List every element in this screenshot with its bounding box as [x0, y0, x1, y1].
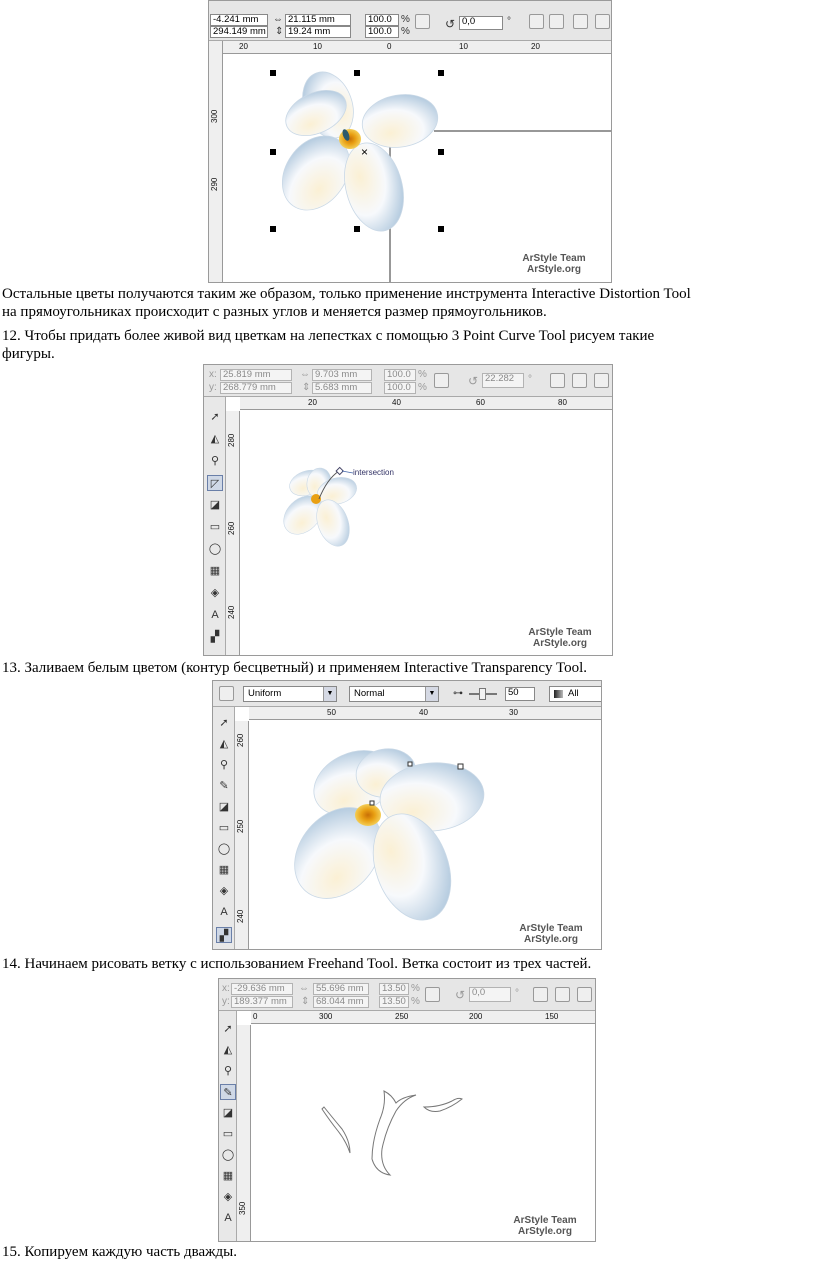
toolbox: [204, 397, 226, 656]
watermark-line2: ArStyle.org: [518, 1226, 572, 1237]
branch-part-left: [322, 1107, 350, 1153]
scale-x-field[interactable]: 13.50: [379, 983, 409, 995]
graph-paper-icon[interactable]: ▦: [209, 565, 221, 577]
lock-ratio-icon[interactable]: [415, 14, 430, 29]
y-position-field[interactable]: 189.377 mm: [231, 996, 293, 1008]
scale-y-unit: %: [401, 26, 410, 37]
text-tool-icon[interactable]: A: [220, 906, 228, 918]
toolbox: [213, 707, 235, 950]
mirror-icon[interactable]: [550, 373, 565, 388]
property-bar: [204, 365, 613, 397]
ruler-label: 20: [531, 42, 540, 51]
width-field[interactable]: 9.703 mm: [312, 369, 372, 381]
branch-part-main: [372, 1091, 416, 1175]
fill-type-dropdown[interactable]: [243, 686, 337, 702]
vertical-ruler: [226, 411, 240, 656]
rotate-icon: ↺: [445, 17, 456, 31]
scale-y-field[interactable]: 100.0: [384, 382, 416, 394]
watermark-line2: ArStyle.org: [533, 638, 587, 649]
ruler-label: 200: [469, 1012, 483, 1021]
angle-field[interactable]: 0,0: [469, 987, 511, 1002]
basic-shapes-icon[interactable]: ◈: [210, 587, 220, 599]
slider-icon: ⊶: [453, 688, 463, 699]
scale-x-unit: %: [418, 369, 427, 380]
graph-paper-icon[interactable]: ▦: [218, 864, 230, 876]
ruler-label: 260: [227, 521, 236, 535]
mode-value: Normal: [354, 688, 385, 699]
watermark-line1: ArStyle Team: [513, 1215, 577, 1226]
horizontal-ruler: [251, 1011, 596, 1024]
smart-fill-icon[interactable]: ◪: [218, 801, 230, 813]
vertical-ruler: [237, 1025, 251, 1242]
curve-icon[interactable]: [594, 373, 609, 388]
x-position-field[interactable]: -29.636 mm: [231, 983, 293, 995]
pick-tool-icon[interactable]: ➚: [219, 717, 229, 729]
rectangle-tool-icon[interactable]: ▭: [222, 1128, 234, 1140]
zoom-tool-icon[interactable]: ⚲: [210, 455, 220, 467]
freehand-tool-icon[interactable]: ✎: [220, 1084, 236, 1100]
height-field[interactable]: 68.044 mm: [313, 996, 369, 1008]
flower: [268, 65, 441, 238]
chevron-down-icon: ▼: [425, 687, 438, 701]
basic-shapes-icon[interactable]: ◈: [223, 1191, 233, 1203]
height-icon: ⇕: [302, 382, 311, 393]
paragraph: 12. Чтобы придать более живой вид цветкам на лепестках с помощью 3 Point Curve Tool рисуем такие: [2, 328, 655, 344]
zoom-tool-icon[interactable]: ⚲: [219, 759, 229, 771]
freehand-tool-icon[interactable]: ✎: [219, 780, 229, 792]
ruler-label: 240: [227, 605, 236, 619]
height-field[interactable]: 5.683 mm: [312, 382, 372, 394]
width-field[interactable]: 55.696 mm: [313, 983, 369, 995]
flower: [276, 466, 360, 551]
scale-x-field[interactable]: 100.0: [384, 369, 416, 381]
curve-tool-icon[interactable]: ◸: [207, 475, 223, 491]
screenshot-1: [208, 0, 612, 283]
canvas[interactable]: [250, 721, 602, 950]
watermark-line1: ArStyle Team: [522, 253, 586, 264]
paragraph: фигуры.: [2, 346, 55, 362]
width-icon: ⇔: [300, 369, 310, 380]
mirror-icon[interactable]: [529, 14, 544, 29]
height-icon: ⇕: [275, 26, 284, 37]
flower-center: [339, 129, 361, 149]
lock-ratio-icon[interactable]: [425, 987, 440, 1002]
scale-y-field[interactable]: 100.0: [365, 26, 399, 38]
transparency-tool-icon[interactable]: [219, 686, 234, 701]
annotation-line: [342, 471, 353, 473]
paragraph: 14. Начинаем рисовать ветку с использованием Freehand Tool. Ветка состоит из трех частей.: [2, 956, 592, 972]
y-position-field[interactable]: 268.779 mm: [220, 382, 292, 394]
paragraph: 15. Копируем каждую часть дважды.: [2, 1244, 237, 1260]
ellipse-tool-icon[interactable]: ◯: [221, 1149, 235, 1161]
watermark: [515, 253, 593, 275]
ruler-label: 260: [236, 733, 245, 747]
scale-y-unit: %: [411, 996, 420, 1007]
watermark: [509, 923, 593, 945]
paragraph: Остальные цветы получаются таким же образом, только применение инструмента Interactive Distortion Tool: [2, 286, 691, 302]
ruler-label: 150: [545, 1012, 559, 1021]
ruler-label: 280: [227, 433, 236, 447]
ruler-label: 290: [210, 177, 219, 191]
scale-x-field[interactable]: 100.0: [365, 14, 399, 26]
degree-unit: °: [515, 988, 519, 999]
interactive-tool-icon[interactable]: ▞: [210, 631, 220, 643]
ruler-label: 80: [558, 398, 567, 407]
vertical-ruler: [235, 721, 249, 950]
ruler-label: 250: [395, 1012, 409, 1021]
ruler-label: 20: [308, 398, 317, 407]
property-bar: [209, 1, 612, 41]
watermark-line2: ArStyle.org: [524, 934, 578, 945]
pick-tool-icon[interactable]: ➚: [223, 1023, 233, 1035]
rectangle-tool-icon[interactable]: ▭: [218, 822, 230, 834]
property-bar: [219, 979, 596, 1011]
canvas[interactable]: [241, 411, 613, 656]
scale-x-unit: %: [401, 14, 410, 25]
ruler-label: 40: [419, 708, 428, 717]
target-dropdown[interactable]: [549, 686, 602, 702]
ruler-label: 60: [476, 398, 485, 407]
degree-unit: °: [528, 374, 532, 385]
transparency-tool-icon[interactable]: ▞: [216, 927, 232, 943]
mirror-icon[interactable]: [533, 987, 548, 1002]
ruler-label: 300: [319, 1012, 333, 1021]
transparency-end-handle[interactable]: [458, 764, 463, 769]
width-field[interactable]: 21.115 mm: [285, 14, 351, 26]
flower-center: [355, 804, 381, 826]
x-label: x:: [209, 369, 217, 380]
paragraph: на прямоугольниках происходит с разных углов и меняется размер прямоугольников.: [2, 304, 547, 320]
width-icon: ⇔: [273, 14, 283, 25]
extra-icon[interactable]: [595, 14, 610, 29]
degree-unit: °: [507, 16, 511, 27]
ruler-label: 10: [313, 42, 322, 51]
ruler-label: 300: [210, 109, 219, 123]
text-tool-icon[interactable]: A: [224, 1212, 232, 1224]
lock-ratio-icon[interactable]: [434, 373, 449, 388]
scale-y-unit: %: [418, 382, 427, 393]
height-field[interactable]: 19.24 mm: [285, 26, 351, 38]
text-tool-icon[interactable]: A: [211, 609, 219, 621]
target-icon: [554, 690, 563, 698]
center-marker-icon[interactable]: ×: [361, 145, 369, 159]
canvas[interactable]: [252, 1025, 596, 1242]
x-position-field[interactable]: -4.241 mm: [210, 14, 268, 26]
horizontal-ruler: [240, 397, 613, 410]
ruler-label: 40: [392, 398, 401, 407]
transparency-start-handle[interactable]: [408, 762, 412, 766]
paragraph: 13. Заливаем белым цветом (контур бесцветный) и применяем Interactive Transparency Tool.: [2, 660, 588, 676]
shape-tool-icon[interactable]: ◭: [210, 433, 220, 445]
ruler-label: 20: [239, 42, 248, 51]
graph-paper-icon[interactable]: ▦: [222, 1170, 234, 1182]
watermark-line1: ArStyle Team: [528, 627, 592, 638]
ruler-label: 50: [327, 708, 336, 717]
watermark: [516, 627, 604, 649]
canvas[interactable]: [224, 55, 612, 283]
ruler-label: 250: [236, 819, 245, 833]
ellipse-tool-icon[interactable]: ◯: [208, 543, 222, 555]
node-icon[interactable]: [555, 987, 570, 1002]
settings-icon[interactable]: [573, 14, 588, 29]
screenshot-3: [212, 680, 602, 950]
height-icon: ⇕: [301, 996, 310, 1007]
ruler-label: 350: [238, 1201, 247, 1215]
pick-tool-icon[interactable]: ➚: [210, 411, 220, 423]
property-bar: [213, 681, 602, 707]
screenshot-4: [218, 978, 596, 1242]
smart-fill-icon[interactable]: ◪: [209, 499, 221, 511]
x-position-field[interactable]: 25.819 mm: [220, 369, 292, 381]
target-value: All: [568, 688, 579, 699]
zoom-tool-icon[interactable]: ⚲: [223, 1065, 233, 1077]
transparency-value-field[interactable]: 50: [505, 687, 535, 701]
rectangle-tool-icon[interactable]: ▭: [209, 521, 221, 533]
rotate-icon: ↺: [468, 374, 479, 388]
slider-thumb[interactable]: [479, 688, 486, 700]
ruler-label: 0: [253, 1012, 258, 1021]
watermark: [503, 1215, 587, 1237]
horizontal-ruler: [223, 41, 612, 54]
smart-fill-icon[interactable]: ◪: [222, 1107, 234, 1119]
watermark-line2: ArStyle.org: [527, 264, 581, 275]
node-handle[interactable]: [370, 801, 374, 805]
node-icon[interactable]: [572, 373, 587, 388]
scale-x-unit: %: [411, 983, 420, 994]
curve-icon[interactable]: [577, 987, 592, 1002]
width-icon: ⇔: [299, 983, 309, 994]
mode-dropdown[interactable]: [349, 686, 439, 702]
shape-tool-icon[interactable]: ◭: [219, 738, 229, 750]
x-label: x:: [222, 983, 230, 994]
scale-y-field[interactable]: 13.50: [379, 996, 409, 1008]
shape-tool-icon[interactable]: ◭: [223, 1044, 233, 1056]
intersection-label: intersection: [353, 468, 394, 477]
ellipse-tool-icon[interactable]: ◯: [217, 843, 231, 855]
fill-type-value: Uniform: [248, 688, 282, 699]
screenshot-2: [203, 364, 613, 656]
ruler-label: 30: [509, 708, 518, 717]
angle-field[interactable]: 0,0: [459, 16, 503, 30]
toolbox: [219, 1011, 237, 1242]
y-position-field[interactable]: 294.149 mm: [210, 26, 268, 38]
basic-shapes-icon[interactable]: ◈: [219, 885, 229, 897]
ruler-label: 0: [387, 42, 392, 51]
vertical-ruler: [209, 41, 223, 283]
ruler-label: 240: [236, 909, 245, 923]
rotate-icon: ↺: [455, 988, 466, 1002]
y-label: y:: [222, 996, 230, 1007]
mirror-v-icon[interactable]: [549, 14, 564, 29]
branch-part-right: [424, 1098, 462, 1111]
y-label: y:: [209, 382, 217, 393]
horizontal-ruler: [249, 707, 602, 720]
watermark-line1: ArStyle Team: [519, 923, 583, 934]
angle-field[interactable]: 22.282: [482, 373, 524, 388]
chevron-down-icon: ▼: [323, 687, 336, 701]
flower: [277, 738, 487, 931]
ruler-label: 10: [459, 42, 468, 51]
